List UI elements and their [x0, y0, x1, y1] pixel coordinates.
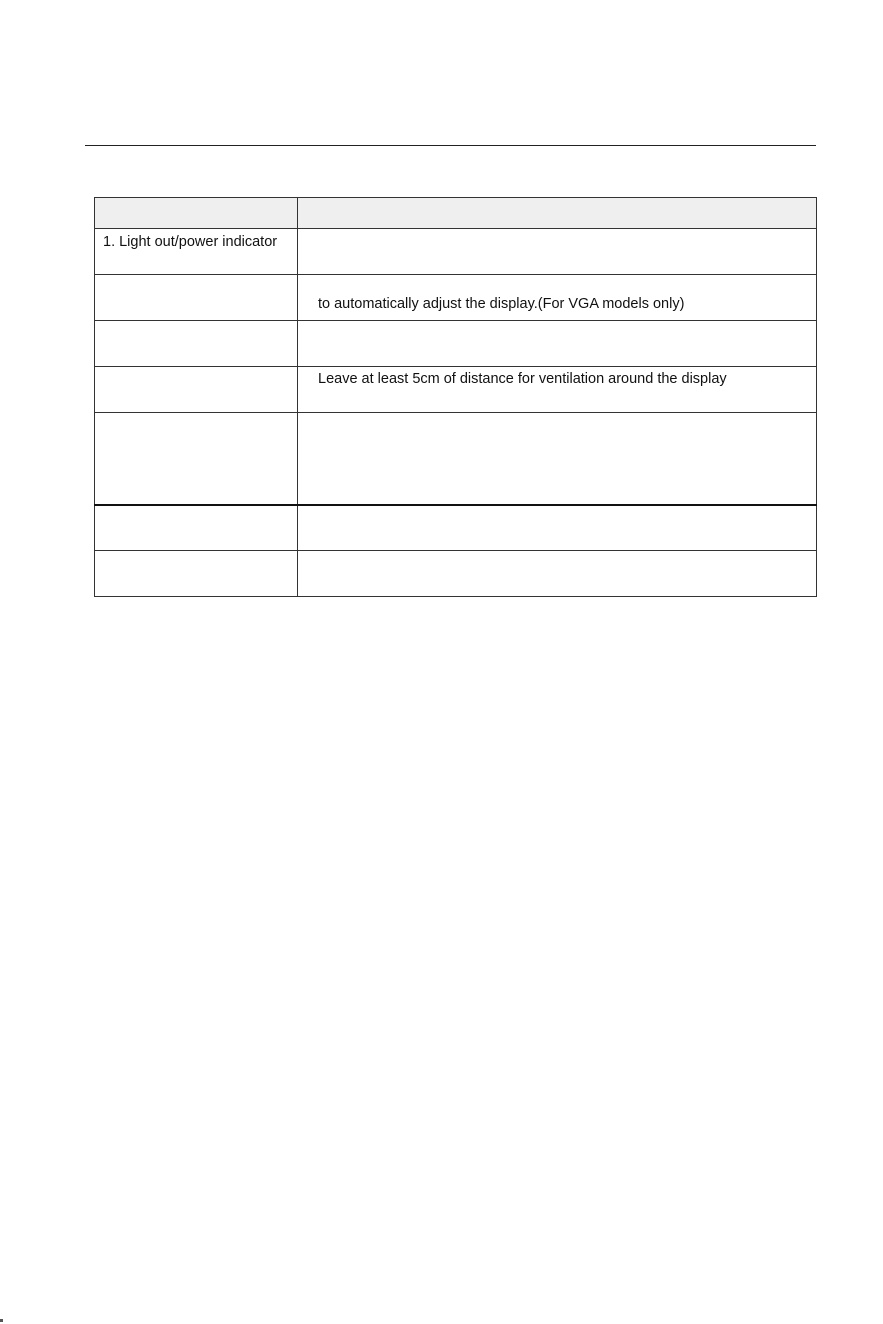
- solution-cell: [298, 321, 817, 367]
- scan-mark: [0, 1319, 3, 1322]
- problem-cell: [95, 367, 298, 413]
- solution-cell: Leave at least 5cm of distance for ventilation around the display: [298, 367, 817, 413]
- table-row: [95, 505, 817, 551]
- header-cell-problem: [95, 198, 298, 229]
- solution-cell: [298, 413, 817, 505]
- table-row: [95, 551, 817, 597]
- problem-cell: [95, 551, 298, 597]
- table-header-row: [95, 198, 817, 229]
- table-row: [95, 367, 817, 413]
- problem-cell: [95, 275, 298, 321]
- solution-cell: [298, 229, 817, 275]
- header-cell-solution: [298, 198, 817, 229]
- table-row: [95, 229, 817, 275]
- solution-cell: to automatically adjust the display.(For VGA models only): [298, 275, 817, 321]
- problem-cell: [95, 413, 298, 505]
- problem-cell: 1. Light out/power indicator: [95, 229, 298, 275]
- header-rule: [85, 145, 816, 146]
- problem-cell: [95, 505, 298, 551]
- table-row: [95, 321, 817, 367]
- solution-cell: [298, 551, 817, 597]
- table-row: [95, 413, 817, 505]
- problem-cell: [95, 321, 298, 367]
- troubleshooting-table: [94, 197, 817, 597]
- solution-cell: [298, 505, 817, 551]
- table-row: [95, 275, 817, 321]
